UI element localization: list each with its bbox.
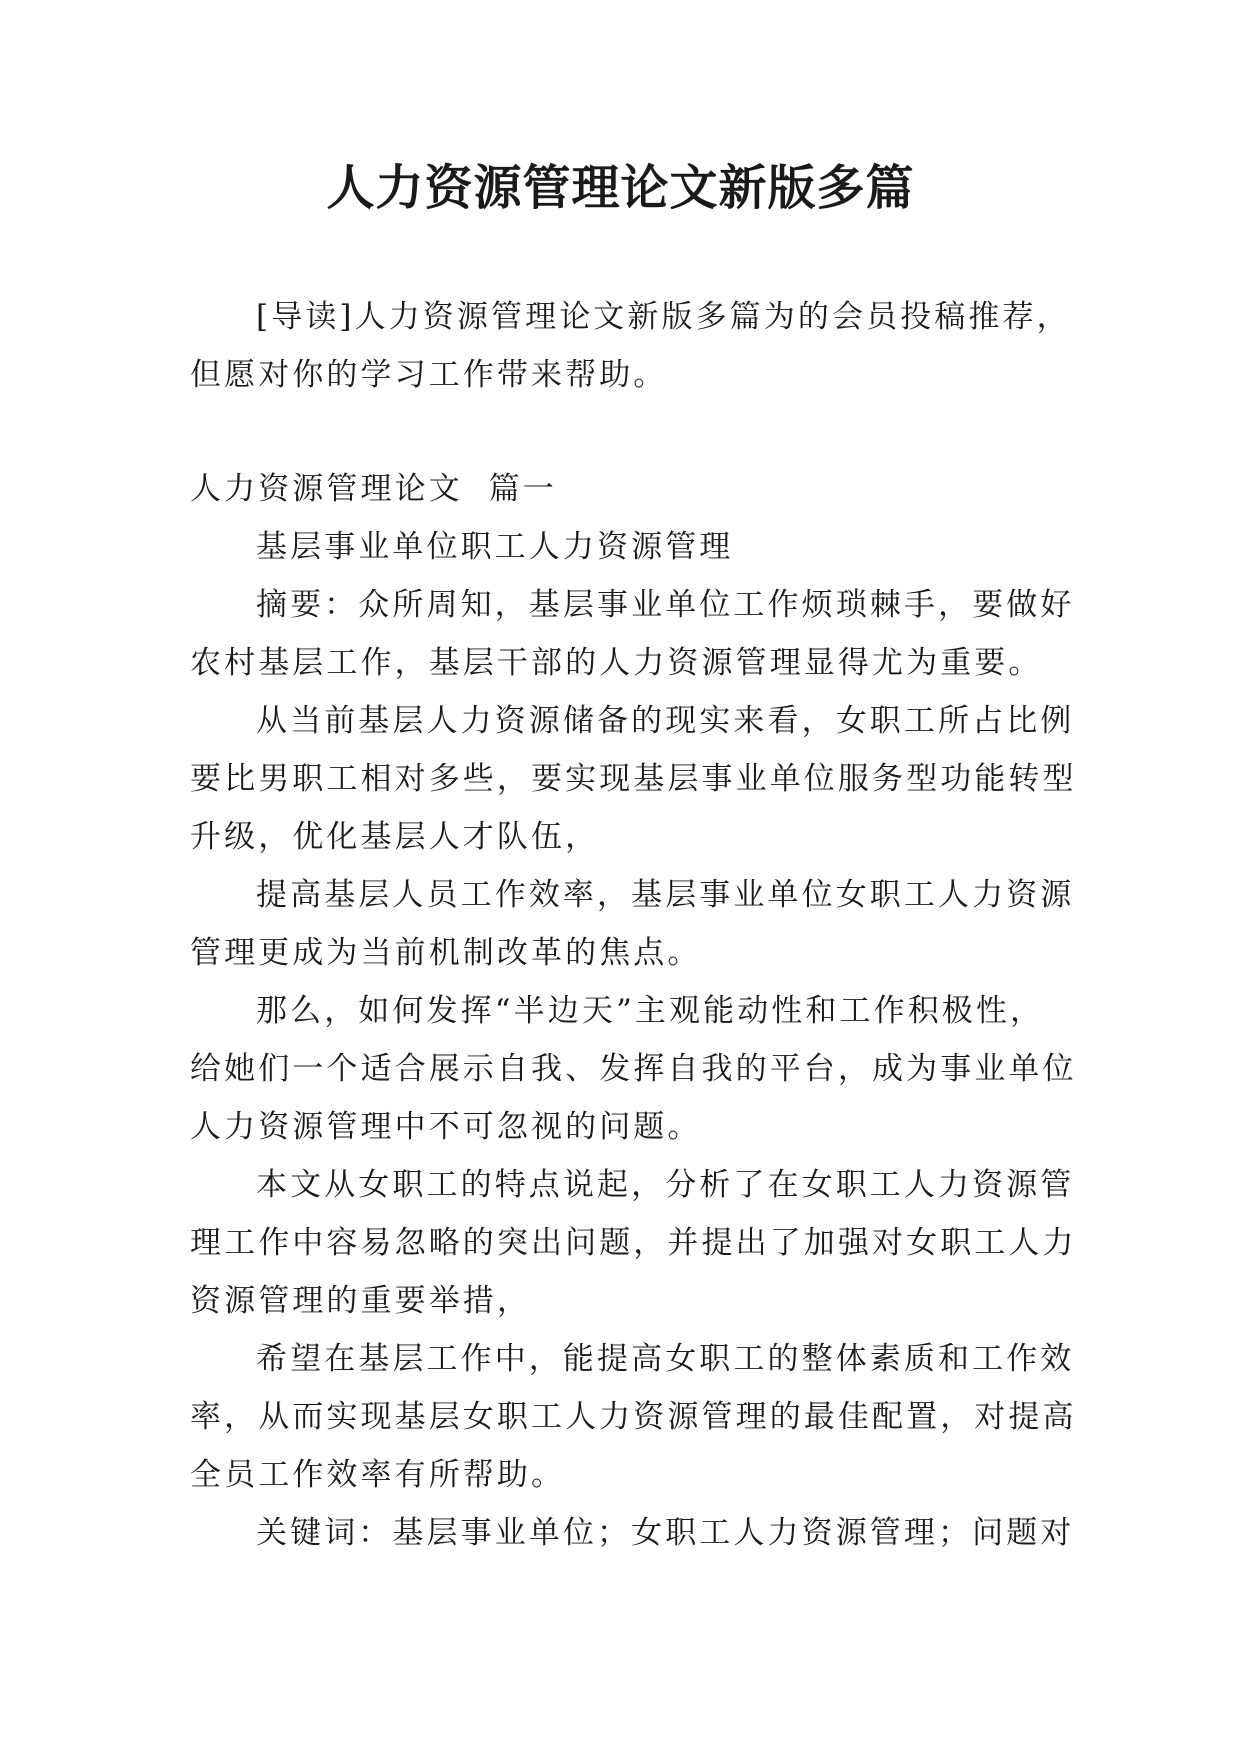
paragraph <box>190 1156 1077 1330</box>
text-line: 摘要：众所周知，基层事业单位工作烦琐棘手，要做好 <box>256 587 1075 623</box>
text-line: 资源管理的重要举措， <box>190 1283 531 1319</box>
text-line: 升级，优化基层人才队伍， <box>190 819 600 855</box>
section-heading: 人力资源管理论文 篇一 <box>190 471 557 507</box>
text-line: 理工作中容易忽略的突出问题，并提出了加强对女职工人力 <box>190 1225 1077 1261</box>
paragraph <box>190 1504 1075 1562</box>
paragraph <box>190 866 1075 982</box>
text-line: 从当前基层人力资源储备的现实来看，女职工所占比例 <box>256 703 1075 739</box>
text-line: 提高基层人员工作效率，基层事业单位女职工人力资源 <box>256 877 1075 913</box>
paragraph <box>190 692 1077 866</box>
text-line: 率，从而实现基层女职工人力资源管理的最佳配置，对提高 <box>190 1399 1077 1435</box>
text-line: 但愿对你的学习工作带来帮助。 <box>190 357 668 393</box>
text-line: 农村基层工作，基层干部的人力资源管理显得尤为重要。 <box>190 645 1043 681</box>
section-body <box>190 460 1077 1562</box>
text-line: 关键词：基层事业单位；女职工人力资源管理；问题对 <box>256 1515 1075 1551</box>
paragraph <box>190 982 1077 1156</box>
text-line: 本文从女职工的特点说起，分析了在女职工人力资源管 <box>256 1167 1075 1203</box>
text-line: 基层事业单位职工人力资源管理 <box>256 529 734 565</box>
text-line: 人力资源管理中不可忽视的问题。 <box>190 1109 702 1145</box>
text-line: 要比男职工相对多些，要实现基层事业单位服务型功能转型 <box>190 761 1077 797</box>
intro-block <box>190 288 1071 404</box>
paragraph <box>190 518 1050 576</box>
text-line: 希望在基层工作中，能提高女职工的整体素质和工作效 <box>256 1341 1075 1377</box>
text-line: 那么，如何发挥“半边天”主观能动性和工作积极性， <box>256 993 1045 1029</box>
text-line: 管理更成为当前机制改革的焦点。 <box>190 935 702 971</box>
text-line: 全员工作效率有所帮助。 <box>190 1457 566 1493</box>
document-title: 人力资源管理论文新版多篇 <box>326 160 915 216</box>
text-line: [导读]人力资源管理论文新版多篇为的会员投稿推荐， <box>256 299 1071 335</box>
intro-paragraph <box>190 288 1071 404</box>
paragraph <box>190 1330 1077 1504</box>
text-line: 给她们一个适合展示自我、发挥自我的平台，成为事业单位 <box>190 1051 1077 1087</box>
paragraph <box>190 576 1075 692</box>
